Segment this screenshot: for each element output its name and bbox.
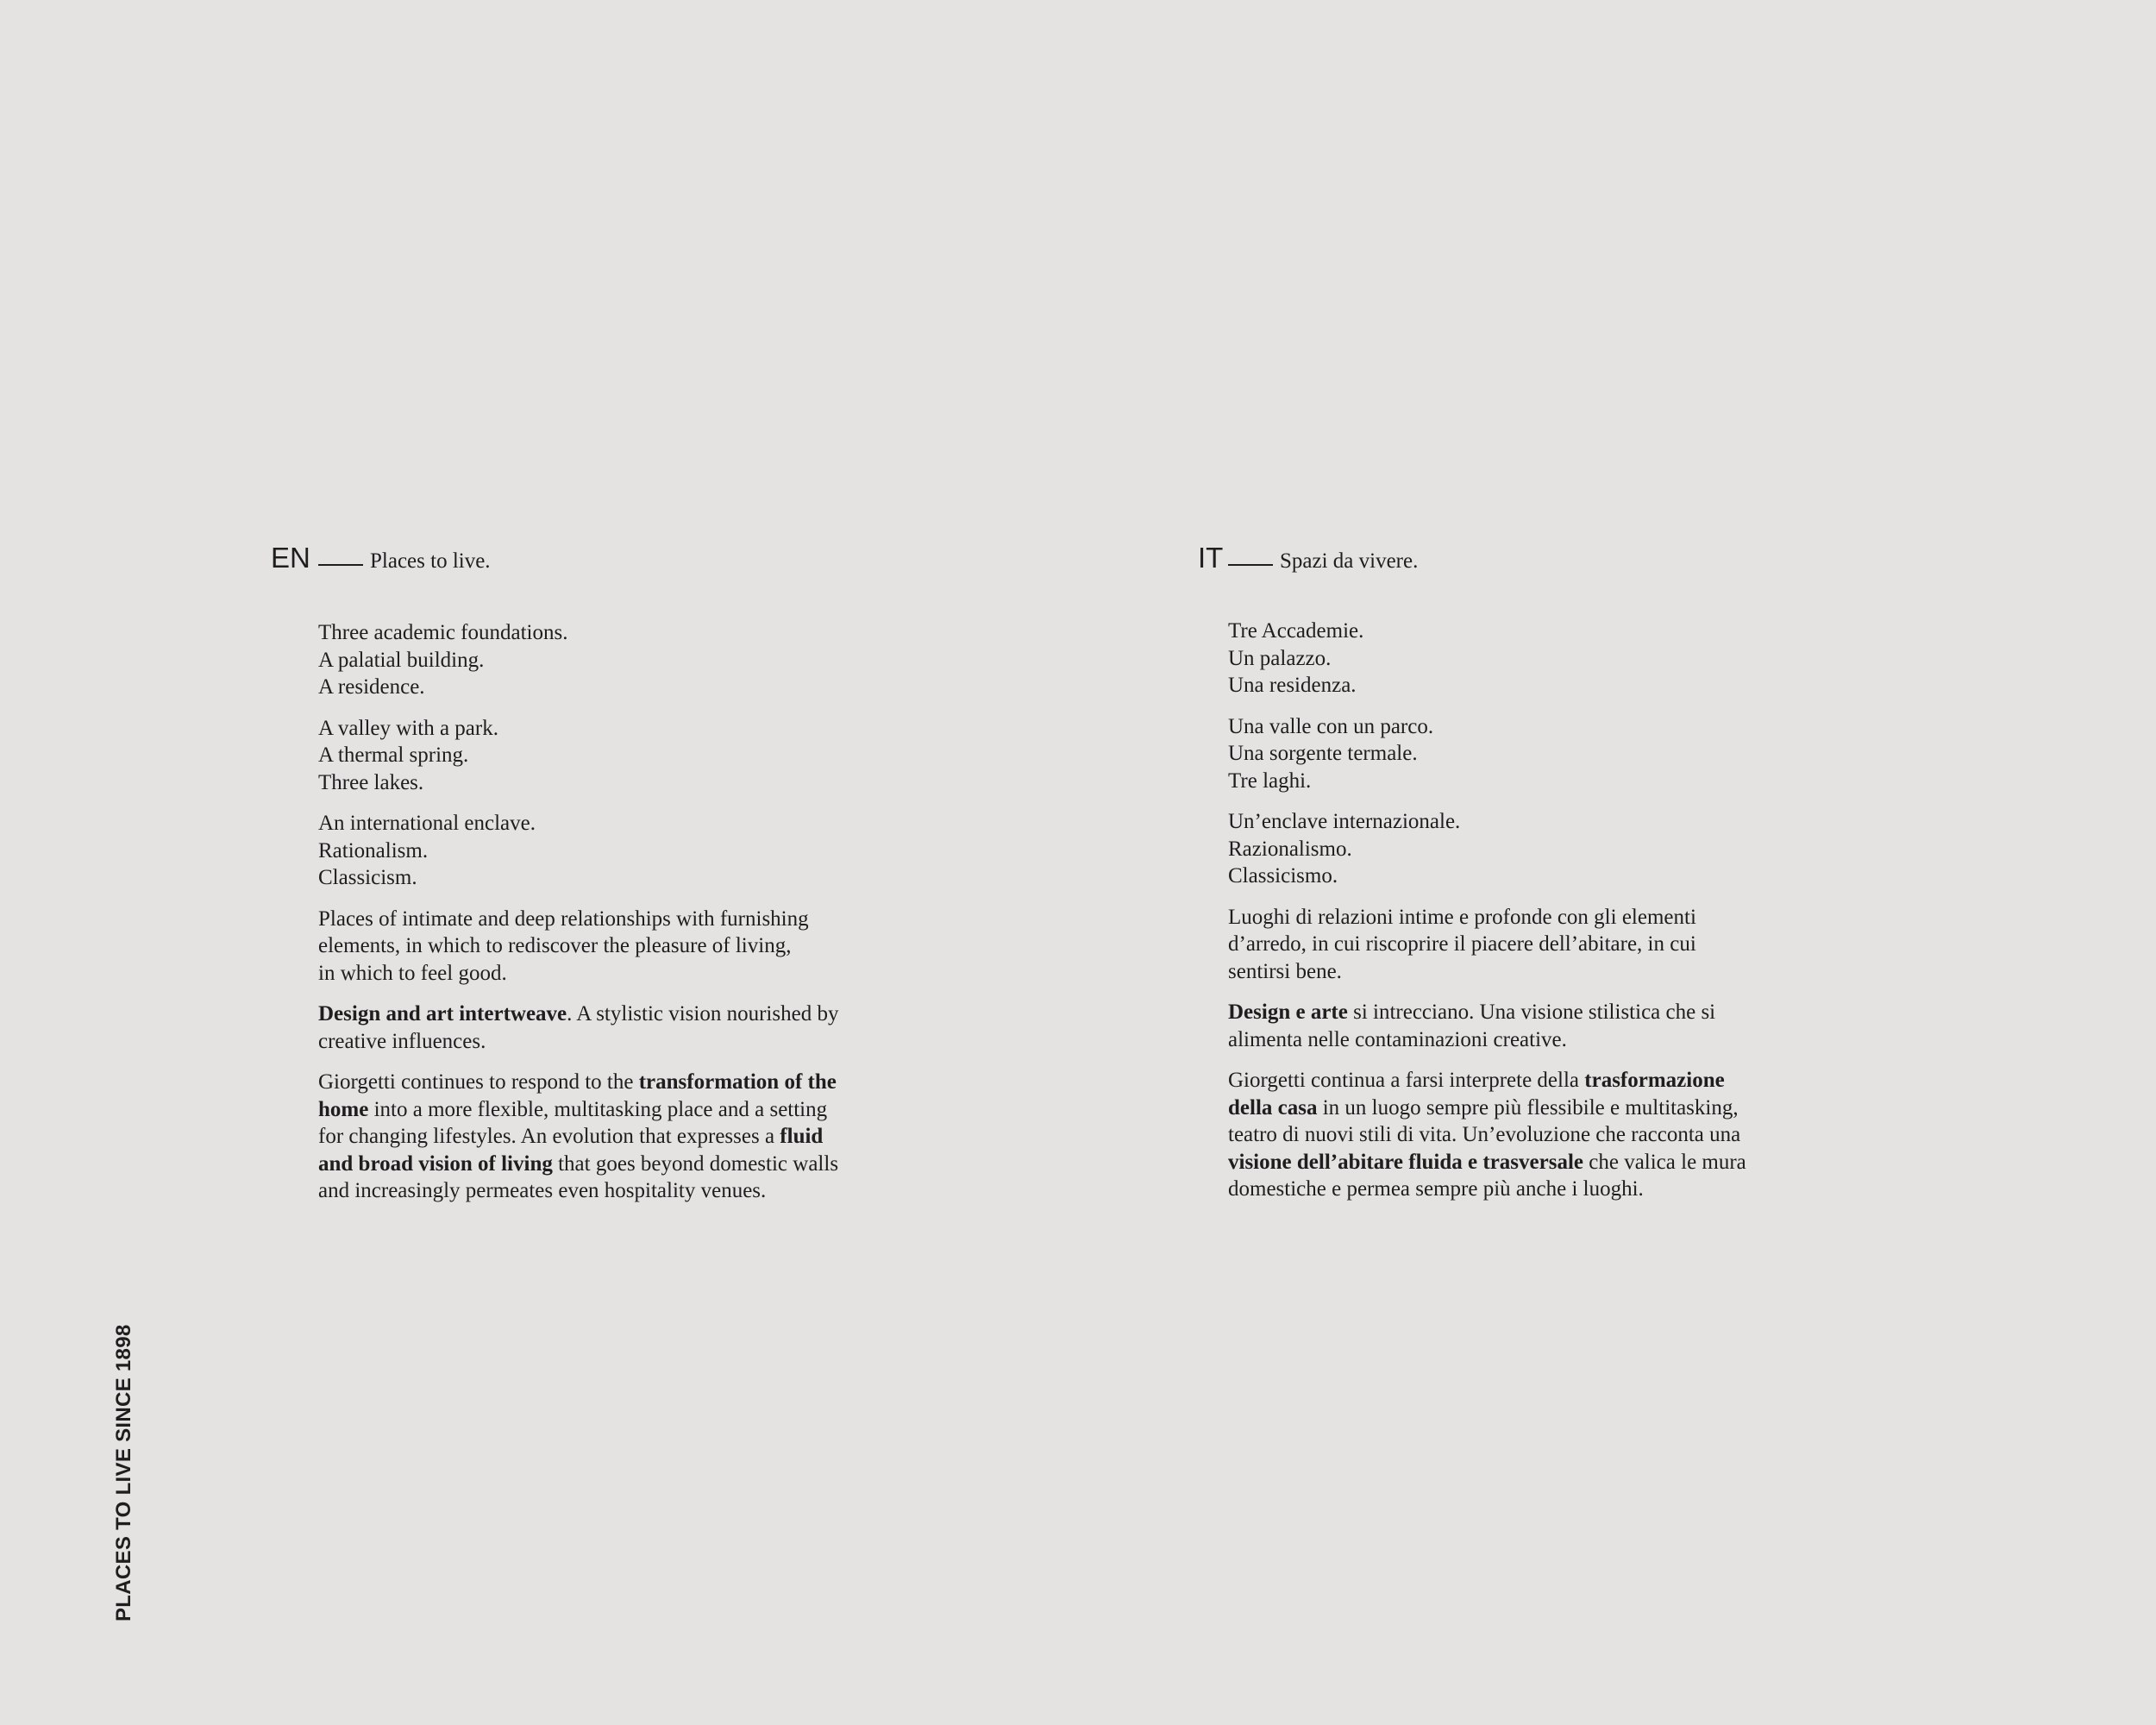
text-line: Una valle con un parco.	[1228, 714, 1434, 738]
bold-phrase: Design and art intertweave	[318, 1002, 567, 1026]
paragraph	[1228, 713, 1888, 795]
bold-phrase: della casa	[1228, 1095, 1318, 1120]
italian-column	[1198, 542, 1888, 1217]
text-run: in un luogo sempre più flessibile e multitasking,	[1317, 1095, 1739, 1120]
text-run: for changing lifestyles. An evolution that expresses a	[318, 1125, 780, 1148]
english-heading: Places to live.	[370, 549, 491, 573]
text-run: si intrecciano. Una visione stilistica che si	[1347, 1000, 1716, 1024]
text-line: Three lakes.	[318, 770, 424, 794]
text-line: Tre Accademie.	[1228, 619, 1364, 643]
text-line: teatro di nuovi stili di vita. Un’evoluzione che racconta una	[1228, 1123, 1741, 1146]
english-heading-row	[271, 542, 961, 576]
text-line	[1228, 1095, 1888, 1122]
english-column	[271, 542, 961, 1219]
text-run: that goes beyond domestic walls	[552, 1151, 839, 1176]
text-line: and increasingly permeates even hospitality venues.	[318, 1179, 767, 1202]
paragraph	[1228, 904, 1888, 986]
text-line: A palatial building.	[318, 648, 485, 672]
spine-tagline: PLACES TO LIVE SINCE 1898	[112, 1324, 135, 1622]
bold-phrase: visione dell’abitare fluida e trasversale	[1228, 1150, 1583, 1174]
heading-rule	[1228, 564, 1273, 566]
text-line	[318, 1096, 961, 1124]
text-line: Classicismo.	[1228, 864, 1338, 888]
text-line: elements, in which to rediscover the pleasure of living,	[318, 934, 792, 957]
text-line: sentirsi bene.	[1228, 959, 1342, 983]
text-line: A valley with a park.	[318, 716, 498, 740]
text-line	[1228, 1149, 1888, 1176]
text-line	[318, 1123, 961, 1151]
bold-phrase: home	[318, 1097, 369, 1121]
text-line: Un’enclave internazionale.	[1228, 810, 1461, 833]
text-line	[1228, 1067, 1888, 1095]
paragraph	[1228, 618, 1888, 699]
text-line: creative influences.	[318, 1029, 486, 1053]
text-line: Rationalism.	[318, 838, 429, 862]
bold-phrase: trasformazione	[1584, 1069, 1725, 1092]
bold-phrase: fluid	[780, 1125, 824, 1148]
paragraph	[1228, 999, 1888, 1053]
italian-heading-row	[1198, 542, 1888, 576]
text-line	[318, 1000, 961, 1028]
text-line: Tre laghi.	[1228, 768, 1312, 793]
language-label-it: IT	[1198, 542, 1224, 574]
text-line: d’arredo, in cui riscoprire il piacere dell’abitare, in cui	[1228, 932, 1696, 956]
text-run: Giorgetti continues to respond to the	[318, 1070, 639, 1094]
italian-heading: Spazi da vivere.	[1280, 549, 1419, 573]
text-line: Un palazzo.	[1228, 646, 1332, 670]
text-line	[318, 1069, 961, 1096]
paragraph	[318, 1069, 961, 1205]
bold-phrase: transformation of the	[638, 1070, 837, 1094]
text-line: domestiche e permea sempre più anche i luoghi.	[1228, 1177, 1644, 1201]
text-line: Una sorgente termale.	[1228, 742, 1418, 765]
heading-rule	[318, 564, 363, 566]
language-label-en: EN	[271, 542, 310, 574]
text-line: A residence.	[318, 675, 425, 699]
text-line: Three academic foundations.	[318, 621, 568, 644]
paragraph	[318, 715, 961, 797]
text-line: Places of intimate and deep relationships with furnishing	[318, 906, 809, 931]
text-line: in which to feel good.	[318, 961, 507, 985]
text-run: . A stylistic vision nourished by	[567, 1002, 839, 1026]
text-line: Luoghi di relazioni intime e profonde con gli elementi	[1228, 905, 1696, 929]
text-line	[318, 1151, 961, 1178]
text-line: An international enclave.	[318, 812, 536, 835]
text-line: A thermal spring.	[318, 743, 469, 767]
bold-phrase: and broad vision of living	[318, 1151, 553, 1176]
text-line: Razionalismo.	[1228, 837, 1352, 861]
text-run: Giorgetti continua a farsi interprete della	[1228, 1069, 1585, 1092]
paragraph	[318, 810, 961, 892]
text-line: Una residenza.	[1228, 674, 1357, 697]
bold-phrase: Design e arte	[1228, 1000, 1348, 1024]
italian-body	[1228, 618, 1888, 1203]
paragraph	[1228, 808, 1888, 890]
paragraph	[318, 619, 961, 701]
text-line: Classicism.	[318, 866, 417, 889]
paragraph	[1228, 1067, 1888, 1203]
text-line	[1228, 999, 1888, 1026]
text-run: into a more flexible, multitasking place and a setting	[368, 1097, 828, 1121]
text-run: che valica le mura	[1583, 1150, 1746, 1174]
text-line: alimenta nelle contaminazioni creative.	[1228, 1027, 1567, 1051]
paragraph	[318, 906, 961, 988]
paragraph	[318, 1000, 961, 1055]
english-body	[318, 619, 961, 1205]
